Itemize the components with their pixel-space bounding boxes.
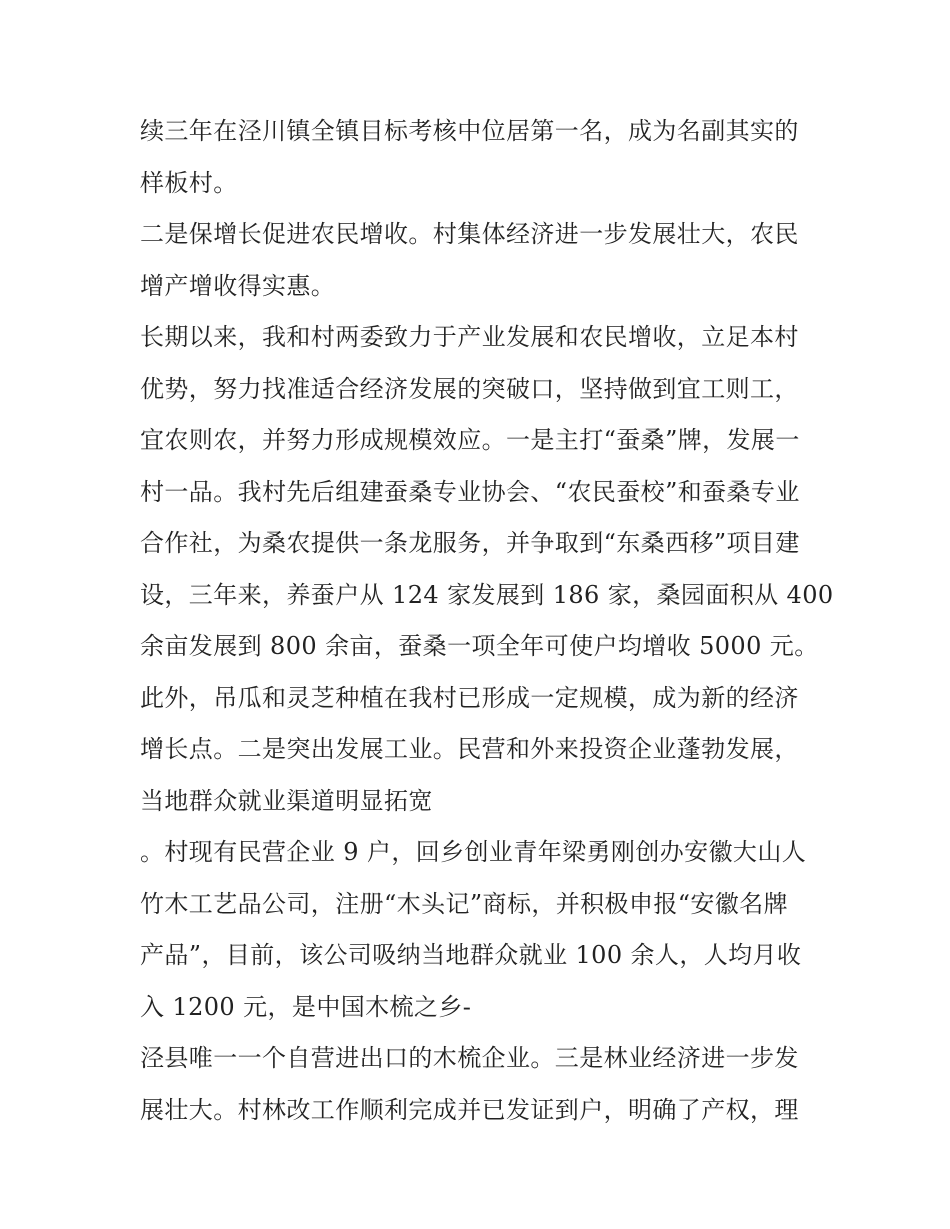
text-line: 竹木工艺品公司，注册“木头记”商标，并积极申报“安徽名牌 — [140, 889, 789, 918]
text-line: 合作社，为桑农提供一条龙服务，并争取到“东桑西移”项目建 — [140, 529, 800, 557]
text-line: 泾县唯一一个自营进出口的木梳企业。三是林业经济进一步发 — [140, 1044, 799, 1072]
text-line: 样板村。 — [140, 168, 238, 197]
body-text — [140, 106, 834, 1136]
text-line: 优势，努力找准适合经济发展的突破口，坚持做到宜工则工， — [140, 374, 799, 403]
text-line: 余亩发展到 800 余亩，蚕桑一项全年可使户均增收 5000 元。 — [140, 632, 819, 660]
text-line: 增长点。二是突出发展工业。民营和外来投资企业蓬勃发展， — [140, 735, 799, 763]
text-line: 入 1200 元，是中国木梳之乡- — [140, 992, 472, 1021]
text-line: 村一品。我村先后组建蚕桑专业协会、“农民蚕校”和蚕桑专业 — [140, 477, 800, 506]
text-line: 续三年在泾川镇全镇目标考核中位居第一名，成为名副其实的 — [140, 117, 799, 145]
text-line: 展壮大。村林改工作顺利完成并已发证到户，明确了产权，理 — [140, 1095, 799, 1124]
text-line: 产品”，目前，该公司吸纳当地群众就业 100 余人，人均月收 — [140, 941, 802, 969]
text-line: 增产增收得实惠。 — [140, 271, 336, 300]
text-line: 。村现有民营企业 9 户，回乡创业青年梁勇刚创办安徽大山人 — [140, 838, 807, 866]
text-line: 长期以来，我和村两委致力于产业发展和农民增收，立足本村 — [140, 323, 799, 351]
text-line: 设，三年来，养蚕户从 124 家发展到 186 家，桑园面积从 400 — [140, 580, 834, 609]
text-line: 此外，吊瓜和灵芝种植在我村已形成一定规模，成为新的经济 — [140, 683, 799, 712]
text-line: 二是保增长促进农民增收。村集体经济进一步发展壮大，农民 — [140, 220, 799, 248]
text-line: 当地群众就业渠道明显拓宽 — [140, 786, 433, 815]
text-line: 宜农则农，并努力形成规模效应。一是主打“蚕桑”牌，发展一 — [140, 426, 800, 454]
